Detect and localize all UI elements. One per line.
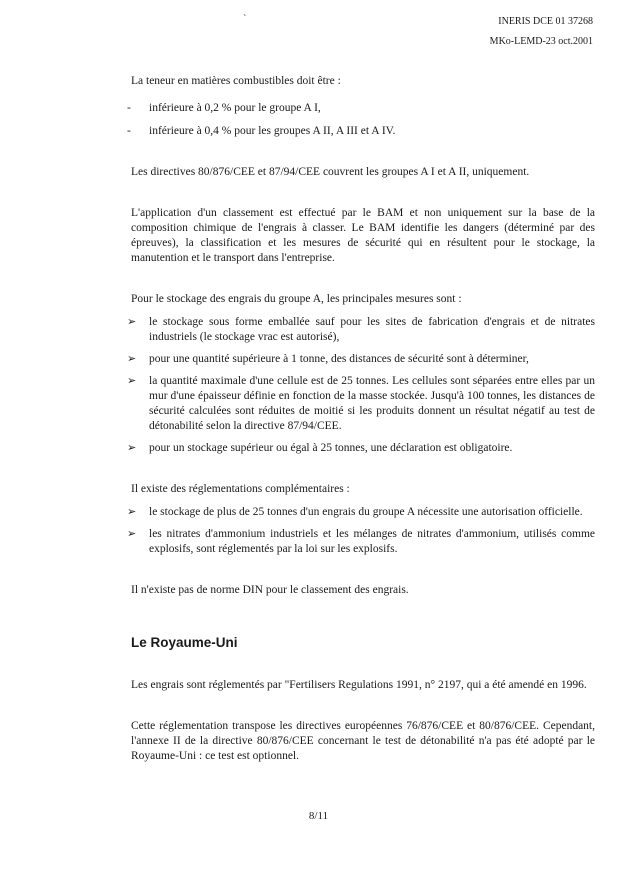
arrow-bullet-icon: ➢ [127, 506, 137, 518]
combustibles-intro: La teneur en matières combustibles doit être : [131, 75, 341, 87]
arrow-bullet-icon: ➢ [127, 528, 137, 540]
application-paragraph: L'application d'un classement est effectué par le BAM et non uniquement sur la base de la composition chimique de l'engrais à classer. Le BAM identifie les dangers (déterminé par des épreuves), la classification et les mesures de sécurité qui en résultent pour le stockage, la manutention et le transport dans l'entreprise. [131, 207, 595, 264]
din-paragraph: Il n'existe pas de norme DIN pour le classement des engrais. [131, 584, 409, 596]
uk-directive-paragraph: Cette réglementation transpose les directives européennes 76/876/CEE et 80/876/CEE. Cependant, l'annexe II de la directive 80/876/CEE concernant le test de détonabilité n'a pas été adopté par le Royaume-Uni : ce test est optionnel. [131, 720, 595, 762]
list-item: - inférieure à 0,2 % pour le groupe A I, [127, 102, 321, 114]
arrow-bullet-icon: ➢ [127, 353, 137, 365]
list-item: ➢ pour un stockage supérieur ou égal à 25 tonnes, une déclaration est obligatoire. [127, 442, 513, 454]
stockage-intro: Pour le stockage des engrais du groupe A, les principales mesures sont : [131, 293, 462, 305]
page-number: 8/11 [308, 810, 329, 822]
section-heading-uk: Le Royaume-Uni [131, 635, 238, 650]
list-item: ➢ la quantité maximale d'une cellule est de 25 tonnes. Les cellules sont séparées entre elles par un mur d'une épaisseur définie en fonction de la masse stockée. Jusqu'à 100 tonnes, les distances de sécurité calculées sont réduites de moitié si les produits donnent un résultat négatif au test de détonabilité selon la directive 87/94/CEE. [127, 375, 595, 432]
list-item: ➢ le stockage sous forme emballée sauf pour les sites de fabrication d'engrais et de nitrates industriels (le stockage vrac est autorisé), [127, 316, 595, 343]
dash-marker: - [127, 102, 131, 114]
document-body [127, 74, 595, 764]
combustibles-list [127, 101, 595, 139]
list-item: ➢ les nitrates d'ammonium industriels et les mélanges de nitrates d'ammonium, utilisés comme explosifs, sont réglementés par la loi sur les explosifs. [127, 528, 595, 555]
dash-marker: - [127, 125, 131, 137]
document-header [490, 12, 593, 52]
stockage-list [127, 315, 595, 456]
arrow-bullet-icon: ➢ [127, 375, 137, 387]
arrow-bullet-icon: ➢ [127, 442, 137, 454]
reglementations-list [127, 505, 595, 557]
header-author-date: MKo-LEMD-23 oct.2001 [489, 36, 593, 47]
list-item: - inférieure à 0,4 % pour les groupes A II, A III et A IV. [127, 125, 396, 137]
reglementations-intro: Il existe des réglementations complémentaires : [131, 483, 350, 495]
arrow-bullet-icon: ➢ [127, 316, 137, 328]
uk-regulations-paragraph: Les engrais sont réglementés par "Fertilisers Regulations 1991, n° 2197, qui a été amendé en 1996. [131, 679, 587, 691]
list-item: ➢ pour une quantité supérieure à 1 tonne, des distances de sécurité sont à déterminer, [127, 353, 529, 365]
header-reference: INERIS DCE 01 37268 [498, 16, 593, 27]
scan-mark: ` [243, 14, 247, 25]
directives-paragraph: Les directives 80/876/CEE et 87/94/CEE couvrent les groupes A I et A II, uniquement. [131, 166, 530, 178]
list-item: ➢ le stockage de plus de 25 tonnes d'un engrais du groupe A nécessite une autorisation officielle. [127, 506, 583, 518]
